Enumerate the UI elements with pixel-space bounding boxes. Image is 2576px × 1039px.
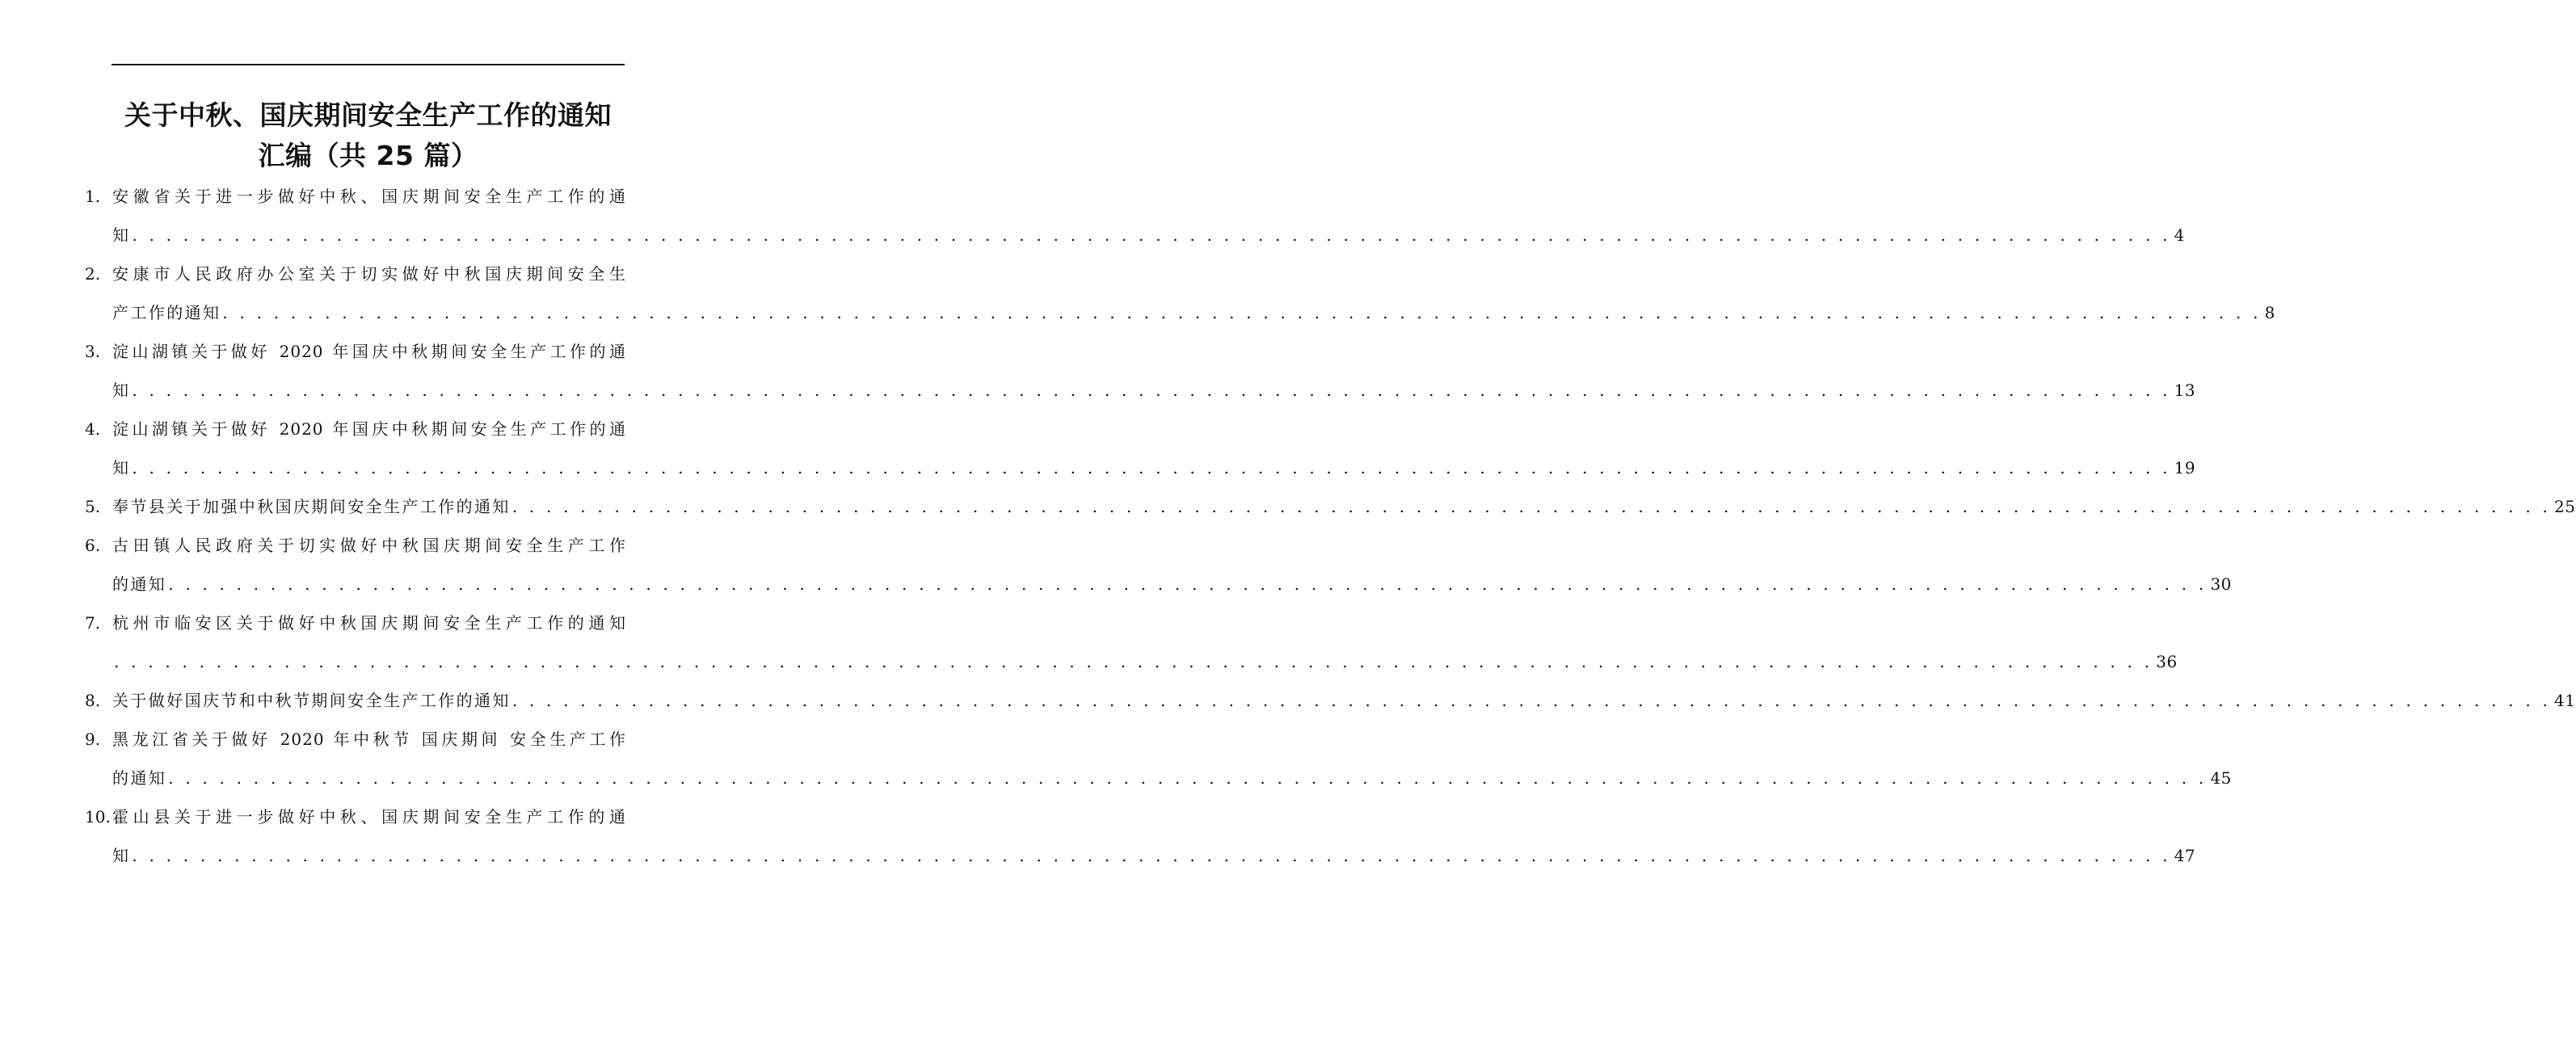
toc-entry-number: 3. (85, 342, 101, 361)
header-rule (112, 64, 625, 65)
toc-entry[interactable] (85, 797, 2196, 875)
title-line-2: 汇编（共 25 篇） (258, 140, 478, 171)
toc-entry-title-continued: 知 (112, 381, 131, 400)
toc-entry-title: 淀山湖镇关于做好 2020 年国庆中秋期间安全生产工作的通 (112, 419, 626, 439)
toc-entry-number: 10. (85, 807, 111, 827)
toc-entry[interactable] (85, 254, 2275, 332)
toc-entry-number: 4. (85, 419, 101, 439)
toc-page-number: 41 (2554, 691, 2576, 710)
toc-entry-title: 杭州市临安区关于做好中秋国庆期间安全生产工作的通知 (112, 613, 626, 633)
toc-entry[interactable] (85, 526, 2232, 604)
toc-entry[interactable] (85, 177, 2185, 254)
toc-entry-title-continued: 的通知 (112, 574, 167, 594)
toc-entry[interactable] (85, 720, 2232, 797)
toc-dot-leader: . . . . . . . . . . . . . . . . . . . . . . . . . . . . . . . . . . . . . . . . . . . . . . . . . . . . . . . . . . . . . . . . . . . . . . . . . . . . . . . . . . . . . . . . . . . . . . . . . . . . . . . . . . . . . . . . . . . . . . . . (168, 768, 2208, 788)
toc-entry-title: 古田镇人民政府关于切实做好中秋国庆期间安全生产工作 (112, 536, 626, 555)
toc-entry[interactable] (85, 410, 2196, 487)
toc-page-number: 25 (2554, 497, 2576, 516)
toc-page-number: 30 (2210, 574, 2232, 594)
toc-page-number: 4 (2174, 225, 2185, 245)
toc-entry-title-continued: 知 (112, 846, 131, 865)
toc-entry-title: 黑龙江省关于做好 2020 年中秋节 国庆期间 安全生产工作 (112, 730, 626, 749)
toc-entry-number: 1. (85, 187, 101, 206)
toc-page-number: 8 (2264, 303, 2275, 322)
toc-entry-title: 关于做好国庆节和中秋节期间安全生产工作的通知 (112, 691, 511, 710)
toc-entry-title-continued: 知 (112, 225, 131, 245)
toc-dot-leader: . . . . . . . . . . . . . . . . . . . . . . . . . . . . . . . . . . . . . . . . . . . . . . . . . . . . . . . . . . . . . . . . . . . . . . . . . . . . . . . . . . . . . . . . . . . . . . . . . . . . . . . . . . . . . . . . . . . . . . . . (132, 225, 2171, 245)
toc-entry-number: 6. (85, 536, 101, 555)
toc-dot-leader: . . . . . . . . . . . . . . . . . . . . . . . . . . . . . . . . . . . . . . . . . . . . . . . . . . . . . . . . . . . . . . . . . . . . . . . . . . . . . . . . . . . . . . . . . . . . . . . . . . . . . . . . . . . . . . . . . . . . . . . . (511, 497, 2552, 516)
toc-dot-leader: . . . . . . . . . . . . . . . . . . . . . . . . . . . . . . . . . . . . . . . . . . . . . . . . . . . . . . . . . . . . . . . . . . . . . . . . . . . . . . . . . . . . . . . . . . . . . . . . . . . . . . . . . . . . . . . . . . . . . . . . (132, 846, 2171, 865)
toc-entry-title: 安徽省关于进一步做好中秋、国庆期间安全生产工作的通 (112, 187, 626, 206)
toc-dot-leader: . . . . . . . . . . . . . . . . . . . . . . . . . . . . . . . . . . . . . . . . . . . . . . . . . . . . . . . . . . . . . . . . . . . . . . . . . . . . . . . . . . . . . . . . . . . . . . . . . . . . . . . . . . . . . . . . . . . . . . . . (132, 458, 2171, 477)
toc-entry-title: 霍山县关于进一步做好中秋、国庆期间安全生产工作的通 (112, 807, 626, 827)
toc-dot-leader: . . . . . . . . . . . . . . . . . . . . . . . . . . . . . . . . . . . . . . . . . . . . . . . . . . . . . . . . . . . . . . . . . . . . . . . . . . . . . . . . . . . . . . . . . . . . . . . . . . . . . . . . . . . . . . . . . . . . . . . . (132, 381, 2171, 400)
toc-dot-leader: . . . . . . . . . . . . . . . . . . . . . . . . . . . . . . . . . . . . . . . . . . . . . . . . . . . . . . . . . . . . . . . . . . . . . . . . . . . . . . . . . . . . . . . . . . . . . . . . . . . . . . . . . . . . . . . . . . . . . . . . (511, 691, 2552, 710)
toc-entry-title-continued: 知 (112, 458, 131, 477)
document-title (95, 95, 641, 176)
toc-entry[interactable] (85, 332, 2196, 410)
table-of-contents (85, 177, 2576, 875)
toc-entry[interactable] (85, 487, 2576, 526)
toc-entry-title-continued: 产工作的通知 (112, 303, 221, 322)
toc-dot-leader: . . . . . . . . . . . . . . . . . . . . . . . . . . . . . . . . . . . . . . . . . . . . . . . . . . . . . . . . . . . . . . . . . . . . . . . . . . . . . . . . . . . . . . . . . . . . . . . . . . . . . . . . . . . . . . . . . . . . . . . . (114, 652, 2153, 671)
toc-dot-leader: . . . . . . . . . . . . . . . . . . . . . . . . . . . . . . . . . . . . . . . . . . . . . . . . . . . . . . . . . . . . . . . . . . . . . . . . . . . . . . . . . . . . . . . . . . . . . . . . . . . . . . . . . . . . . . . . . . . . . . . . (168, 574, 2208, 594)
toc-entry-number: 8. (85, 691, 101, 710)
toc-page-number: 19 (2174, 458, 2196, 477)
toc-page-number: 13 (2174, 381, 2196, 400)
toc-entry-title: 淀山湖镇关于做好 2020 年国庆中秋期间安全生产工作的通 (112, 342, 626, 361)
toc-entry-title: 奉节县关于加强中秋国庆期间安全生产工作的通知 (112, 497, 511, 516)
toc-dot-leader: . . . . . . . . . . . . . . . . . . . . . . . . . . . . . . . . . . . . . . . . . . . . . . . . . . . . . . . . . . . . . . . . . . . . . . . . . . . . . . . . . . . . . . . . . . . . . . . . . . . . . . . . . . . . . . . . . . . . . . . . (222, 303, 2262, 322)
toc-entry-title: 安康市人民政府办公室关于切实做好中秋国庆期间安全生 (112, 264, 626, 284)
toc-page-number: 45 (2210, 768, 2232, 788)
toc-entry-number: 5. (85, 497, 101, 516)
toc-entry[interactable] (85, 604, 2178, 681)
toc-entry-number: 2. (85, 264, 101, 284)
toc-page-number: 36 (2156, 652, 2178, 671)
toc-page-number: 47 (2174, 846, 2196, 865)
toc-entry-number: 9. (85, 730, 101, 749)
toc-entry-number: 7. (85, 613, 101, 633)
title-line-1: 关于中秋、国庆期间安全生产工作的通知 (124, 99, 612, 131)
toc-entry-title-continued: 的通知 (112, 768, 167, 788)
toc-entry[interactable] (85, 681, 2576, 720)
